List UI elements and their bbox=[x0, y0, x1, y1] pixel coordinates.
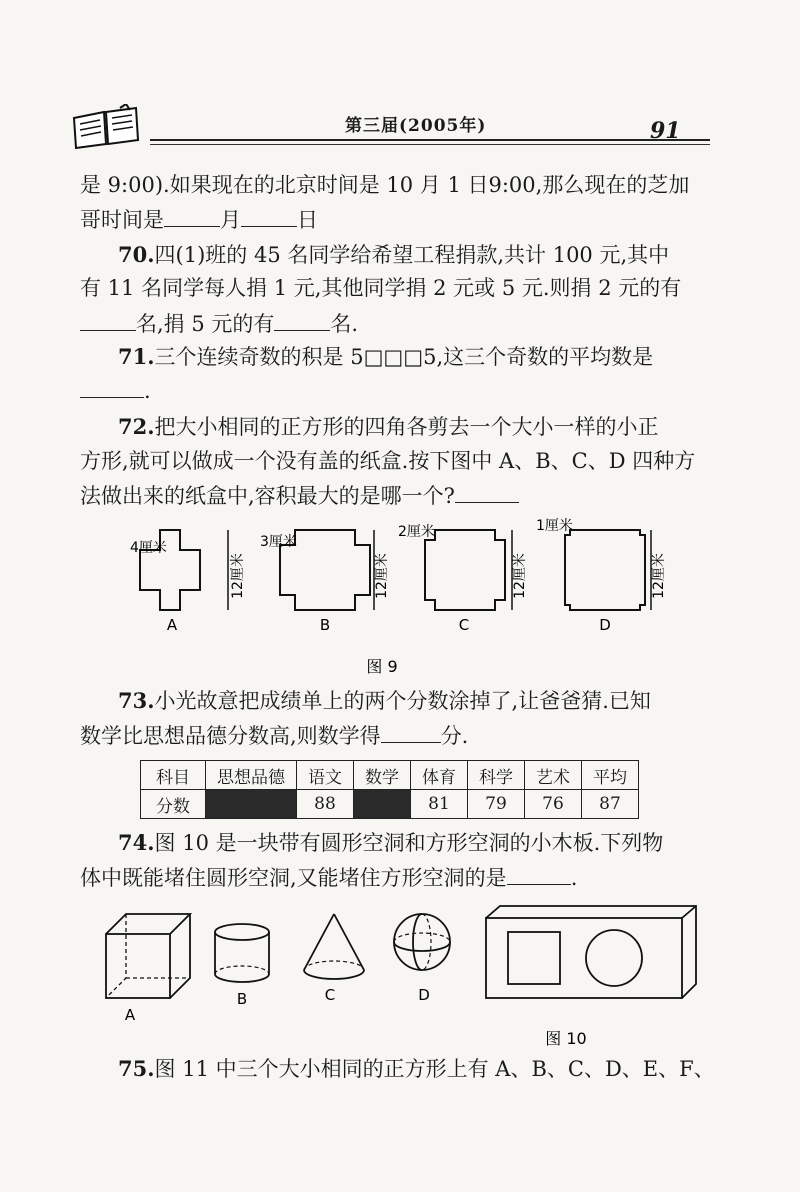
running-header-title: 第三届(2005年) bbox=[345, 116, 487, 136]
question-number: 70. bbox=[118, 242, 155, 267]
cut-label: 4厘米 bbox=[130, 540, 167, 556]
score-cell: 87 bbox=[582, 790, 639, 819]
masked-score-cell bbox=[354, 790, 411, 819]
text-line: 法做出来的纸盒中,容积最大的是哪一个? bbox=[80, 480, 519, 511]
question-number: 74. bbox=[118, 830, 155, 855]
cut-label: 2厘米 bbox=[398, 524, 435, 540]
text-line: 名,捐 5 元的有 名. bbox=[80, 308, 358, 339]
header-cell: 语文 bbox=[297, 761, 354, 790]
header-rule bbox=[150, 139, 710, 141]
net-b bbox=[260, 530, 390, 634]
solid-letter: D bbox=[418, 986, 430, 1004]
solid-letter: C bbox=[324, 986, 336, 1004]
text-line: 体中既能堵住圆形空洞,又能堵住方形空洞的是 . bbox=[80, 862, 577, 893]
sphere-icon bbox=[394, 914, 450, 1004]
header-cell: 平均 bbox=[582, 761, 639, 790]
figure-10 bbox=[90, 902, 710, 1052]
net-a bbox=[130, 530, 246, 634]
question-71: 71.三个连续奇数的积是 5□□□5,这三个奇数的平均数是 bbox=[118, 344, 654, 369]
answer-blank[interactable] bbox=[164, 204, 220, 227]
figure-9 bbox=[120, 518, 680, 678]
answer-blank[interactable] bbox=[507, 862, 571, 885]
text-line: 有 11 名同学每人捐 1 元,其他同学捐 2 元或 5 元.则捐 2 元的有 bbox=[80, 276, 682, 300]
side-label: 12厘米 bbox=[651, 553, 667, 599]
header-cell: 体育 bbox=[411, 761, 468, 790]
header-cell: 科目 bbox=[141, 761, 206, 790]
figure-caption: 图 9 bbox=[366, 657, 398, 676]
score-cell: 88 bbox=[297, 790, 354, 819]
solid-letter: A bbox=[124, 1006, 136, 1024]
question-number: 72. bbox=[118, 414, 155, 439]
header-cell: 思想品德 bbox=[206, 761, 297, 790]
side-label: 12厘米 bbox=[512, 553, 528, 599]
question-70: 70.四(1)班的 45 名同学给希望工程捐款,共计 100 元,其中 bbox=[118, 242, 670, 267]
score-cell: 76 bbox=[525, 790, 582, 819]
wooden-board-icon bbox=[486, 906, 696, 998]
header-rule-thin bbox=[150, 144, 710, 145]
answer-blank[interactable] bbox=[274, 308, 330, 331]
square-hole bbox=[508, 932, 560, 984]
side-label: 12厘米 bbox=[374, 553, 390, 599]
answer-blank[interactable] bbox=[80, 308, 136, 331]
question-72: 72.把大小相同的正方形的四角各剪去一个大小一样的小正 bbox=[118, 414, 659, 439]
text-line: 数学比思想品德分数高,则数学得 分. bbox=[80, 720, 468, 751]
table-header-row bbox=[141, 761, 639, 790]
answer-blank[interactable] bbox=[80, 375, 144, 398]
side-label: 12厘米 bbox=[230, 553, 246, 599]
answer-blank[interactable] bbox=[455, 480, 519, 503]
masked-score-cell bbox=[206, 790, 297, 819]
question-75: 75.图 11 中三个大小相同的正方形上有 A、B、C、D、E、F、 bbox=[118, 1056, 715, 1081]
header-cell: 科学 bbox=[468, 761, 525, 790]
header-cell: 数学 bbox=[354, 761, 411, 790]
table-row bbox=[141, 790, 639, 819]
question-number: 71. bbox=[118, 344, 155, 369]
net-d bbox=[536, 518, 667, 634]
answer-blank[interactable] bbox=[381, 720, 441, 743]
question-73: 73.小光故意把成绩单上的两个分数涂掉了,让爸爸猜.已知 bbox=[118, 688, 651, 713]
net-letter: D bbox=[599, 616, 611, 634]
text-line: 哥时间是 月 日 bbox=[80, 204, 318, 235]
header-cell: 艺术 bbox=[525, 761, 582, 790]
book-icon bbox=[70, 104, 142, 150]
question-number: 75. bbox=[118, 1056, 155, 1081]
cut-label: 1厘米 bbox=[536, 518, 573, 534]
text-line: 方形,就可以做成一个没有盖的纸盒.按下图中 A、B、C、D 四种方 bbox=[80, 449, 696, 473]
question-number: 73. bbox=[118, 688, 155, 713]
question-74: 74.图 10 是一块带有圆形空洞和方形空洞的小木板.下列物 bbox=[118, 830, 664, 855]
cylinder-icon bbox=[215, 924, 269, 1008]
row-label: 分数 bbox=[141, 790, 206, 819]
net-letter: C bbox=[458, 616, 470, 634]
solid-letter: B bbox=[236, 990, 248, 1008]
text-line: 是 9:00).如果现在的北京时间是 10 月 1 日9:00,那么现在的芝加 bbox=[80, 173, 690, 197]
answer-blank[interactable] bbox=[241, 204, 297, 227]
score-cell: 81 bbox=[411, 790, 468, 819]
score-table bbox=[140, 760, 639, 819]
round-hole bbox=[586, 930, 642, 986]
cut-label: 3厘米 bbox=[260, 534, 297, 550]
cone-icon bbox=[304, 914, 364, 1004]
net-letter: B bbox=[319, 616, 331, 634]
text-line: . bbox=[80, 375, 151, 406]
figure-caption: 图 10 bbox=[545, 1029, 587, 1048]
net-c bbox=[398, 523, 528, 634]
score-cell: 79 bbox=[468, 790, 525, 819]
page-number: 91 bbox=[650, 118, 681, 144]
cube-icon bbox=[106, 914, 190, 1024]
net-letter: A bbox=[166, 616, 178, 634]
